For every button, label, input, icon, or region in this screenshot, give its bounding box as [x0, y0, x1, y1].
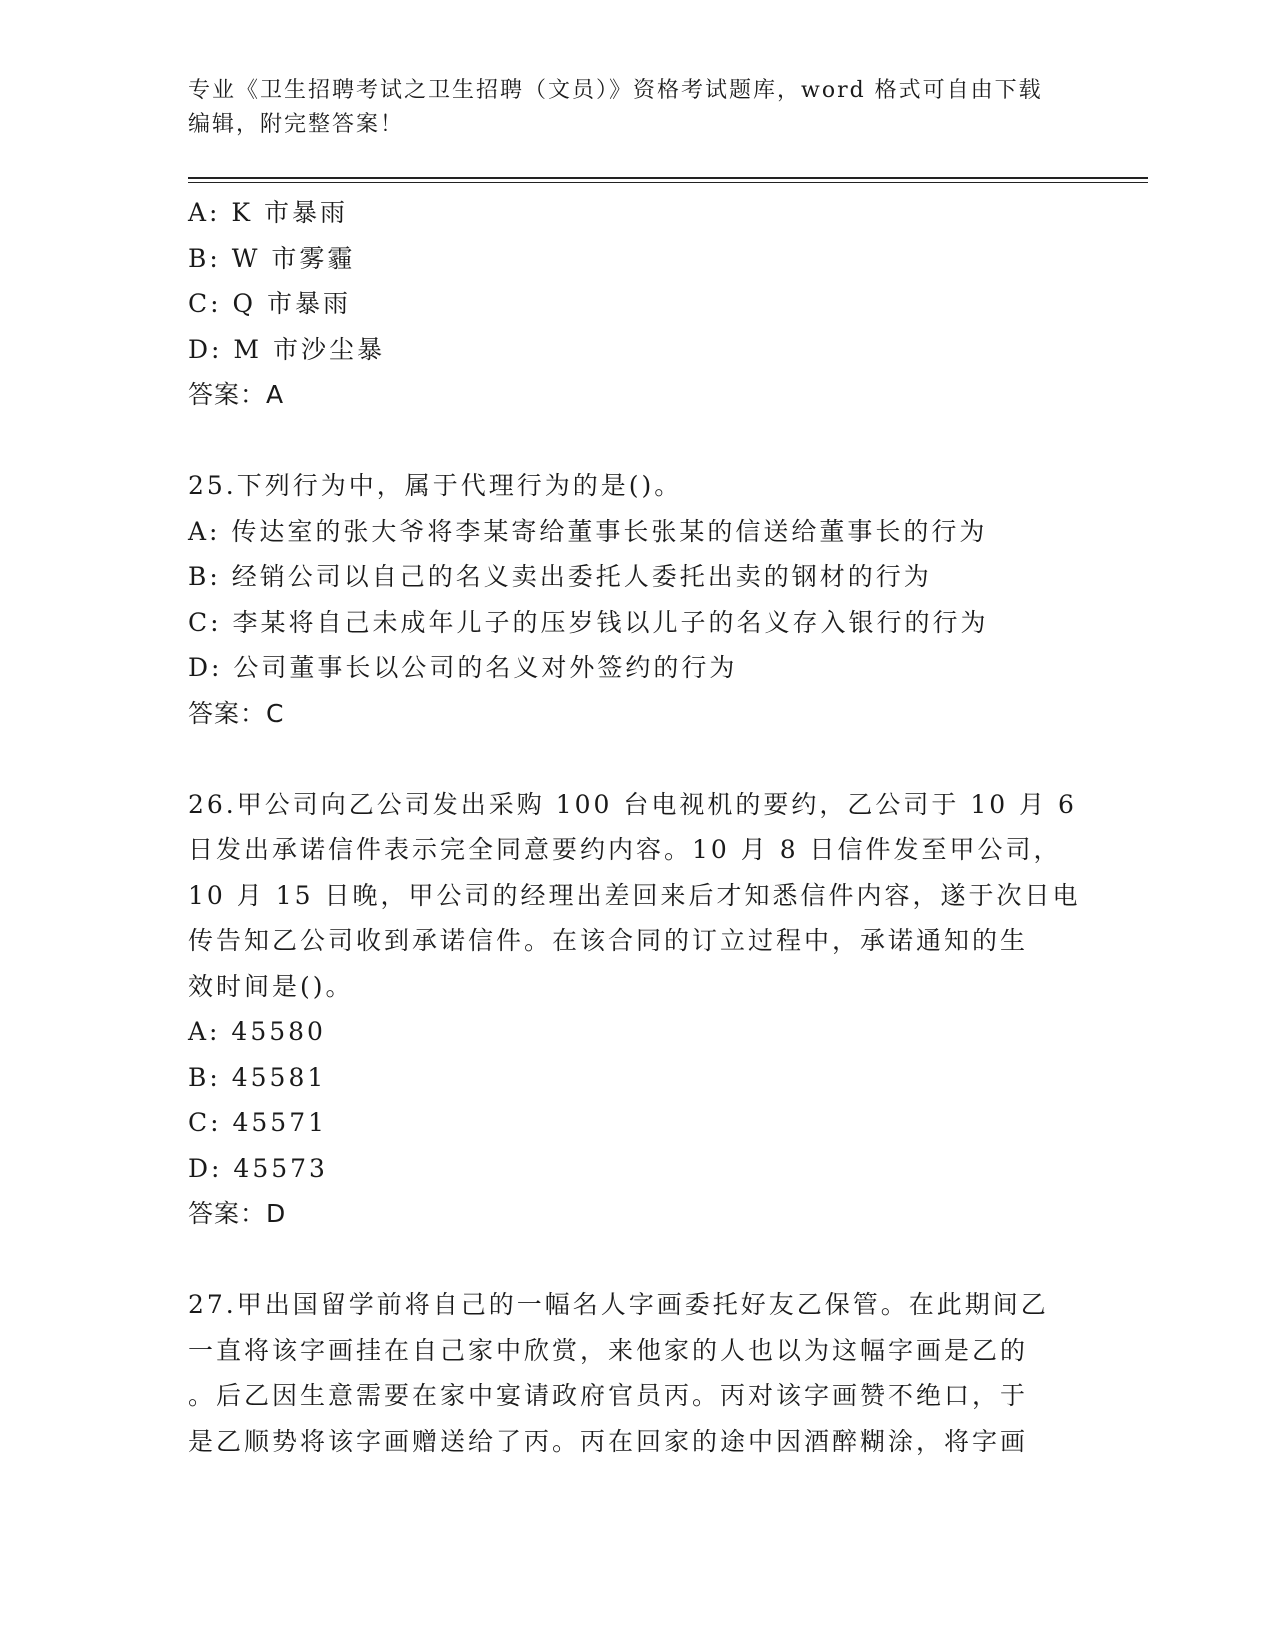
question-25: [188, 463, 1088, 736]
option-d: D: 45573: [188, 1153, 328, 1183]
question-stem-line-1: 26.甲公司向乙公司发出采购 100 台电视机的要约，乙公司于 10 月 6: [188, 789, 1077, 819]
question-stem-line-3: 10 月 15 日晚，甲公司的经理出差回来后才知悉信件内容，遂于次日电: [188, 880, 1081, 910]
question-stem: 25.下列行为中，属于代理行为的是()。: [188, 471, 683, 500]
option-b: B: 45581: [188, 1062, 327, 1092]
option-c: C: 45571: [188, 1108, 328, 1137]
header-line-2: 编辑，附完整答案！: [188, 112, 405, 137]
option-c: C: Q 市暴雨: [188, 289, 351, 318]
header-line-1: 专业《卫生招聘考试之卫生招聘（文员）》资格考试题库，word 格式可自由下载: [188, 78, 1043, 103]
question-stem-line-2: 日发出承诺信件表示完全同意要约内容。10 月 8 日信件发至甲公司，: [188, 835, 1062, 864]
option-a: A: 45580: [188, 1017, 326, 1046]
header-divider-thin: [188, 182, 1148, 183]
question-stem-line-4: 传告知乙公司收到承诺信件。在该合同的订立过程中，承诺通知的生: [188, 926, 1029, 955]
option-c: C: 李某将自己未成年儿子的压岁钱以儿子的名义存入银行的行为: [188, 607, 989, 637]
spacer: [188, 1237, 1088, 1283]
document-header: [188, 74, 1088, 142]
question-stem-line-3: 。后乙因生意需要在家中宴请政府官员丙。丙对该字画赞不绝口，于: [188, 1381, 1029, 1410]
question-content: [188, 190, 1088, 1464]
header-divider-thick: [188, 177, 1148, 179]
answer-line: 答案：D: [188, 1199, 287, 1228]
question-stem-line-5: 效时间是()。: [188, 971, 354, 1001]
question-stem-line-4: 是乙顺势将该字画赠送给了丙。丙在回家的途中因酒醉糊涂，将字画: [188, 1426, 1029, 1456]
option-b: B: 经销公司以自己的名义卖出委托人委托出卖的钢材的行为: [188, 562, 932, 591]
option-d: D: 公司董事长以公司的名义对外签约的行为: [188, 653, 738, 682]
question-stem-line-1: 27.甲出国留学前将自己的一幅名人字画委托好友乙保管。在此期间乙: [188, 1290, 1049, 1319]
answer-line: 答案：C: [188, 698, 285, 728]
option-a: A: K 市暴雨: [188, 198, 349, 227]
option-d: D: M 市沙尘暴: [188, 334, 385, 364]
question-stem-line-2: 一直将该字画挂在自己家中欣赏，来他家的人也以为这幅字画是乙的: [188, 1335, 1029, 1365]
spacer: [188, 736, 1088, 782]
question-27: [188, 1282, 1088, 1464]
option-b: B: W 市雾霾: [188, 243, 356, 273]
answer-line: 答案：A: [188, 380, 285, 409]
spacer: [188, 418, 1088, 464]
question-26: [188, 782, 1088, 1237]
question-24: [188, 190, 1088, 418]
option-a: A: 传达室的张大爷将李某寄给董事长张某的信送给董事长的行为: [188, 516, 988, 546]
